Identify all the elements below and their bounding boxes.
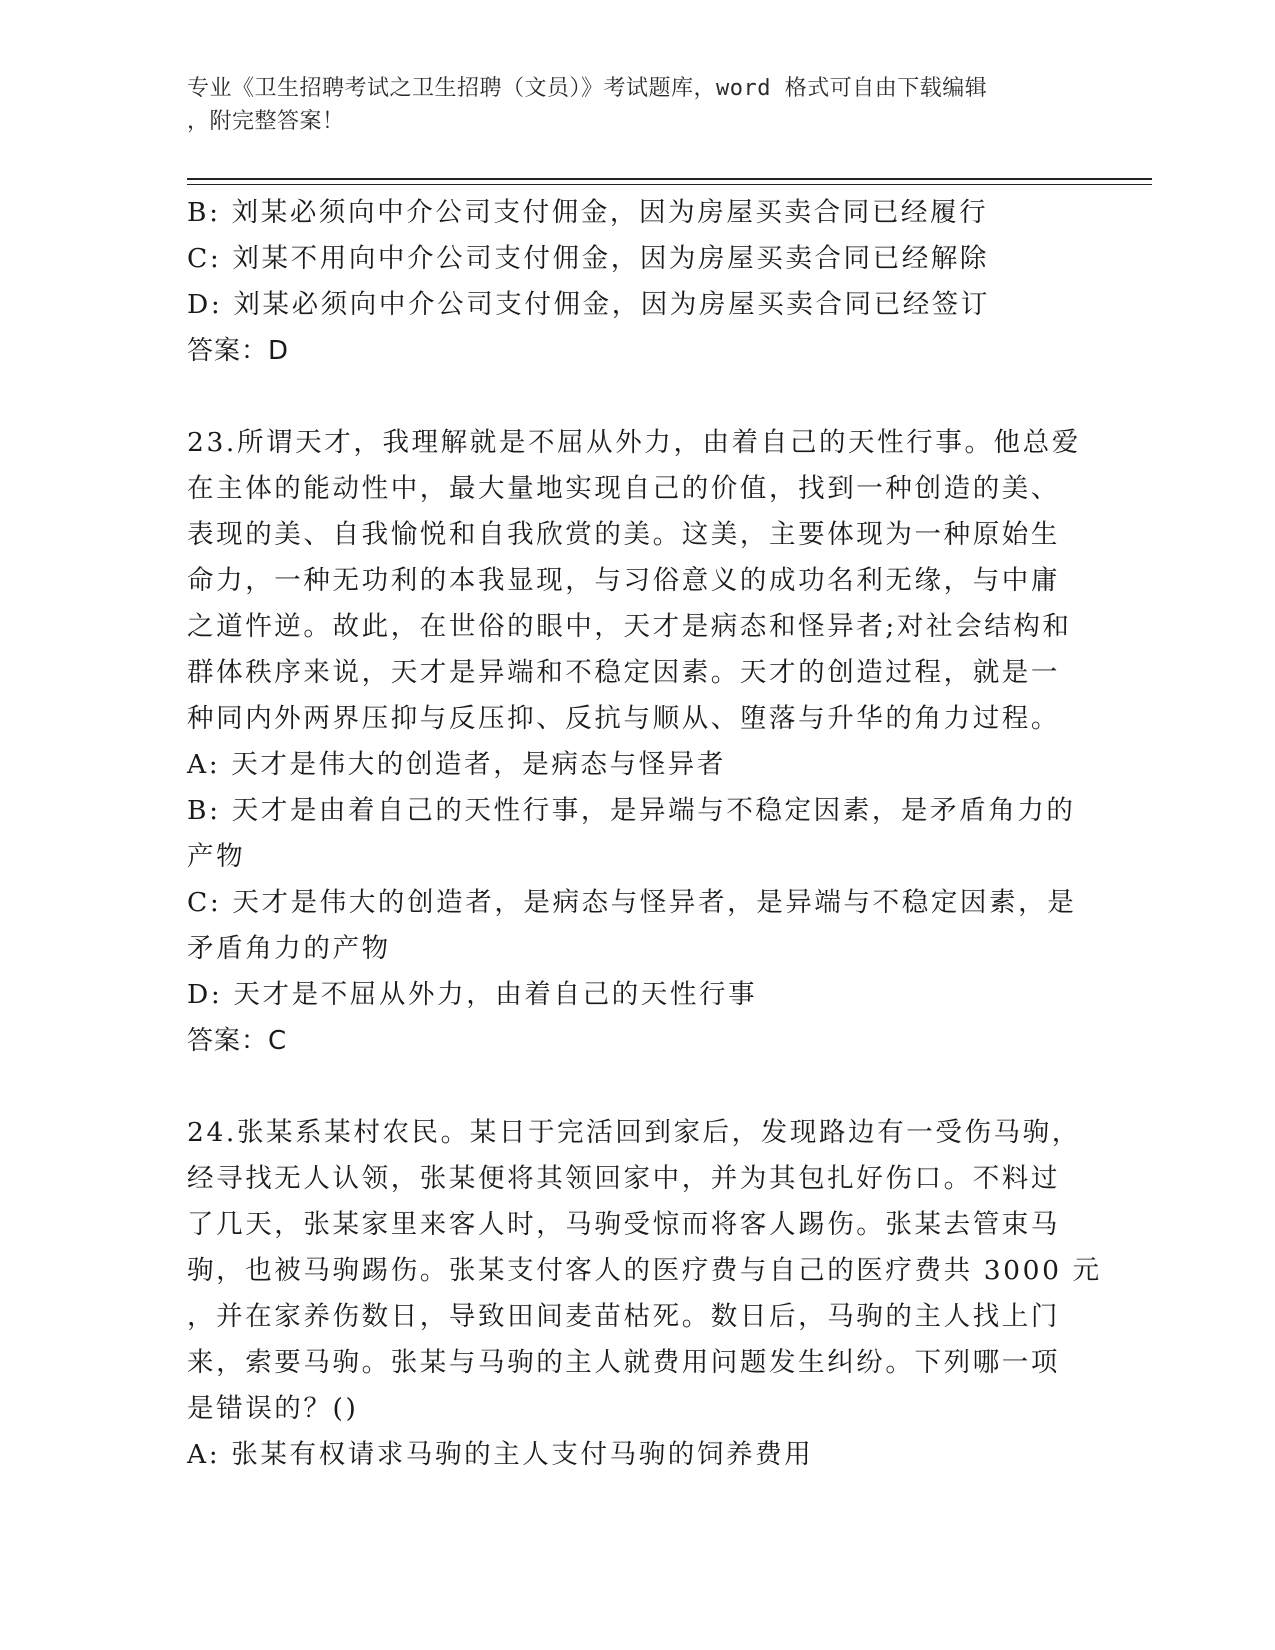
spacer xyxy=(187,374,1067,420)
option-c-continued: 矛盾角力的产物 xyxy=(187,933,391,964)
option-a: A: 天才是伟大的创造者，是病态与怪异者 xyxy=(187,749,726,780)
option-a: A: 张某有权请求马驹的主人支付马驹的饲养费用 xyxy=(187,1439,814,1470)
question-text-line: 表现的美、自我愉悦和自我欣赏的美。这美，主要体现为一种原始生 xyxy=(187,519,1060,550)
page-header xyxy=(187,72,1067,138)
question-23 xyxy=(187,420,1081,1064)
question-text-line: 群体秩序来说，天才是异端和不稳定因素。天才的创造过程，就是一 xyxy=(187,657,1060,688)
question-text-line: 经寻找无人认领，张某便将其领回家中，并为其包扎好伤口。不料过 xyxy=(187,1163,1060,1194)
answer-line: 答案：D xyxy=(187,336,290,366)
question-text-line: 来，索要马驹。张某与马驹的主人就费用问题发生纠纷。下列哪一项 xyxy=(187,1347,1060,1378)
question-text-line: 在主体的能动性中，最大量地实现自己的价值，找到一种创造的美、 xyxy=(187,473,1060,504)
header-rule-thick xyxy=(187,178,1152,180)
document-body xyxy=(187,190,1102,1478)
answer-line: 答案：C xyxy=(187,1026,288,1056)
question-text-line: 之道忤逆。故此，在世俗的眼中，天才是病态和怪异者;对社会结构和 xyxy=(187,611,1072,642)
option-d: D: 刘某必须向中介公司支付佣金，因为房屋买卖合同已经签订 xyxy=(187,289,990,320)
question-text-line: 了几天，张某家里来客人时，马驹受惊而将客人踢伤。张某去管束马 xyxy=(187,1209,1060,1240)
question-text-line: 23.所谓天才，我理解就是不屈从外力，由着自己的天性行事。他总爱 xyxy=(187,427,1081,458)
spacer xyxy=(187,1064,1067,1110)
question-text-line: 种同内外两界压抑与反压抑、反抗与顺从、堕落与升华的角力过程。 xyxy=(187,703,1060,734)
header-line-2: ，附完整答案！ xyxy=(187,109,345,134)
previous-question-tail xyxy=(187,190,1067,374)
header-rule-thin xyxy=(187,184,1152,185)
header-line-1: 专业《卫生招聘考试之卫生招聘（文员）》考试题库，word 格式可自由下载编辑 xyxy=(187,76,988,101)
option-c: C: 天才是伟大的创造者，是病态与怪异者，是异端与不稳定因素，是 xyxy=(187,887,1077,918)
option-b-continued: 产物 xyxy=(187,841,246,872)
option-d: D: 天才是不屈从外力，由着自己的天性行事 xyxy=(187,979,758,1010)
question-text-line: ，并在家养伤数日，导致田间麦苗枯死。数日后，马驹的主人找上门 xyxy=(187,1301,1060,1332)
option-c: C: 刘某不用向中介公司支付佣金，因为房屋买卖合同已经解除 xyxy=(187,243,990,274)
question-24 xyxy=(187,1110,1102,1478)
question-text-line: 是错误的？() xyxy=(187,1393,359,1424)
question-text-line: 驹，也被马驹踢伤。张某支付客人的医疗费与自己的医疗费共 3000 元 xyxy=(187,1255,1102,1286)
question-text-line: 命力，一种无功利的本我显现，与习俗意义的成功名利无缘，与中庸 xyxy=(187,565,1060,596)
question-text-line: 24.张某系某村农民。某日于完活回到家后，发现路边有一受伤马驹， xyxy=(187,1117,1081,1148)
option-b: B: 天才是由着自己的天性行事，是异端与不稳定因素，是矛盾角力的 xyxy=(187,795,1076,826)
option-b: B: 刘某必须向中介公司支付佣金，因为房屋买卖合同已经履行 xyxy=(187,197,989,228)
